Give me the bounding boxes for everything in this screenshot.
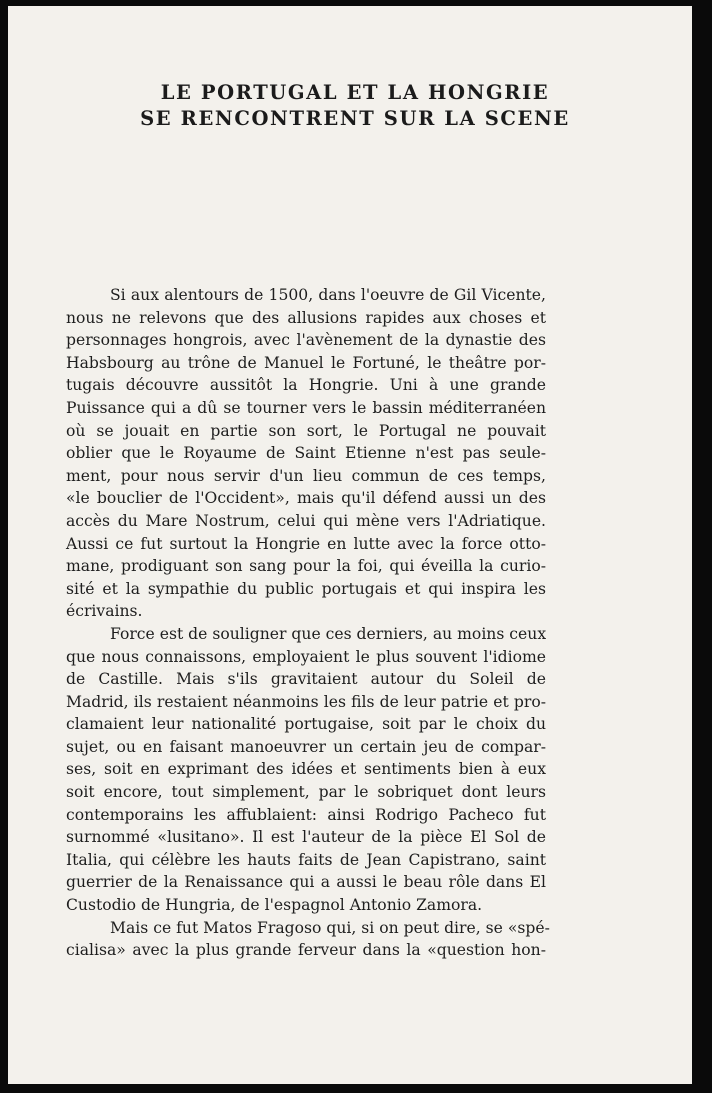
text-line: «le bouclier de l'Occident», mais qu'il défend aussi un des bbox=[66, 489, 546, 508]
text-line: Italia, qui célèbre les hauts faits de Jean Capistrano, saint bbox=[66, 850, 546, 869]
text-line: écrivains. bbox=[66, 602, 143, 621]
text-line: ment, pour nous servir d'un lieu commun de ces temps, bbox=[66, 466, 546, 485]
text-line: personnages hongrois, avec l'avènement de la dynastie des bbox=[66, 331, 546, 350]
text-line: mane, prodiguant son sang pour la foi, qui éveilla la curio- bbox=[66, 557, 546, 576]
text-line: clamaient leur nationalité portugaise, soit par le choix du bbox=[66, 715, 546, 734]
text-line: sité et la sympathie du public portugais et qui inspira les bbox=[66, 579, 546, 598]
text-line: sujet, ou en faisant manoeuvrer un certain jeu de compar- bbox=[66, 737, 546, 756]
text-line: où se jouait en partie son sort, le Portugal ne pouvait bbox=[66, 421, 546, 440]
text-line: Mais ce fut Matos Fragoso qui, si on peut dire, se «spé- bbox=[110, 918, 550, 937]
text-line: Force est de souligner que ces derniers, au moins ceux bbox=[110, 624, 547, 643]
text-line: Custodio de Hungria, de l'espagnol Antonio Zamora. bbox=[66, 896, 483, 915]
text-line: Madrid, ils restaient néanmoins les fils de leur patrie et pro- bbox=[66, 692, 546, 711]
text-line: oblier que le Royaume de Saint Etienne n'est pas seule- bbox=[66, 444, 546, 463]
text-line: Si aux alentours de 1500, dans l'oeuvre de Gil Vicente, bbox=[110, 286, 546, 304]
text-line: cialisa» avec la plus grande ferveur dans la «question hon- bbox=[66, 941, 546, 960]
text-line: tugais découvre aussitôt la Hongrie. Uni à une grande bbox=[66, 376, 546, 395]
text-line: Puissance qui a dû se tourner vers le bassin méditerranéen bbox=[66, 398, 546, 417]
text-line: que nous connaissons, employaient le plus souvent l'idiome bbox=[66, 647, 546, 666]
text-line: surnommé «lusitano». Il est l'auteur de la pièce El Sol de bbox=[66, 828, 546, 847]
text-line: contemporains les affublaient: ainsi Rodrigo Pacheco fut bbox=[66, 805, 546, 824]
chapter-title-line-1: LE PORTUGAL ET LA HONGRIE bbox=[160, 81, 550, 104]
scan-border bbox=[692, 6, 702, 1084]
text-line: accès du Mare Nostrum, celui qui mène vers l'Adriatique. bbox=[66, 511, 546, 530]
text-line: soit encore, tout simplement, par le sobriquet dont leurs bbox=[66, 783, 546, 802]
text-line: Aussi ce fut surtout la Hongrie en lutte avec la force otto- bbox=[66, 534, 546, 553]
book-page bbox=[8, 6, 702, 1084]
text-line: ses, soit en exprimant des idées et sentiments bien à eux bbox=[66, 760, 546, 779]
text-line: guerrier de la Renaissance qui a aussi le beau rôle dans El bbox=[66, 873, 546, 892]
body-text bbox=[66, 284, 550, 962]
text-line: de Castille. Mais s'ils gravitaient autour du Soleil de bbox=[66, 670, 546, 689]
chapter-title-line-2: SE RENCONTRENT SUR LA SCENE bbox=[140, 107, 570, 130]
text-line: Habsbourg au trône de Manuel le Fortuné, le theâtre por- bbox=[66, 353, 546, 372]
text-line: nous ne relevons que des allusions rapides aux choses et bbox=[66, 308, 546, 327]
